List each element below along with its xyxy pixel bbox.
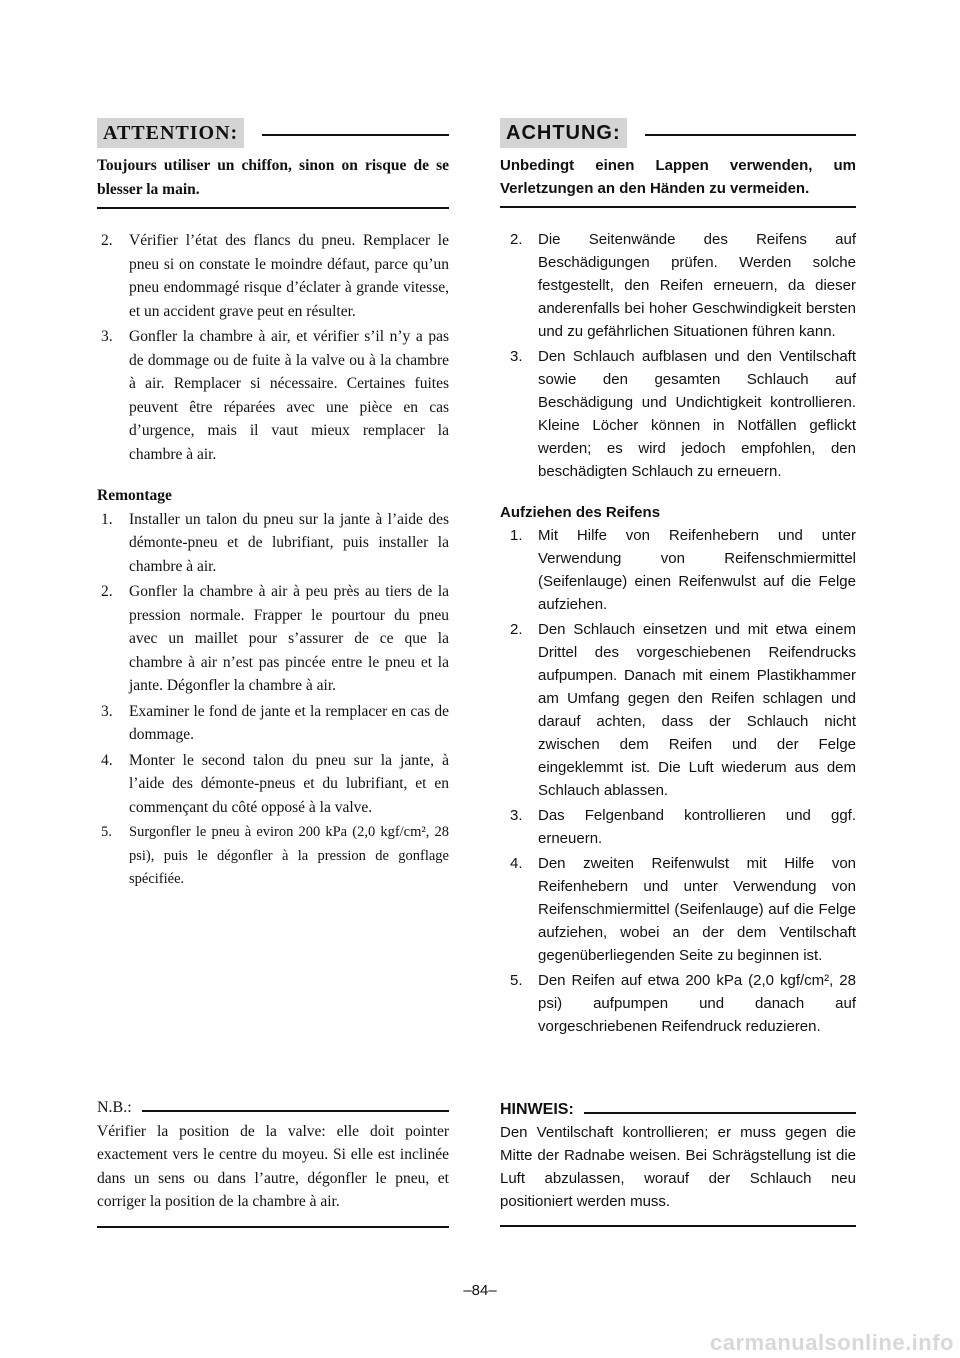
list-item: 4. Monter le second talon du pneu sur la jante, à l’aide des démonte-pneus et du lubrifiant, et en commençant du côté opposé à la valve.	[101, 751, 449, 816]
divider	[142, 1110, 449, 1112]
attention-header-fr	[97, 118, 449, 148]
divider	[584, 1112, 856, 1114]
french-column	[97, 118, 449, 894]
note-label-fr: N.B.:	[97, 1099, 132, 1116]
divider	[645, 134, 856, 136]
steps-a-de	[500, 228, 856, 483]
attention-label-de: ACHTUNG:	[500, 118, 627, 148]
watermark: carmanualsonline.info	[710, 1330, 954, 1355]
steps-b-de	[500, 524, 856, 1038]
divider	[262, 134, 449, 136]
page-number: –84–	[463, 1282, 497, 1299]
reassembly-heading-de: Aufziehen des Reifens	[500, 504, 661, 521]
list-item: 2. Gonfler la chambre à air à peu près au tiers de la pression normale. Frapper le pourtour du pneu avec un maillet pour s’assurer de ce que la chambre à air n’est pas pincée entre le pneu et la jante. Dégonfler la chambre à air.	[101, 583, 449, 694]
list-item: 2. Vérifier l’état des flancs du pneu. Remplacer le pneu si on constate le moindre défaut, parce qu’un pneu endommagé risque d’éclater à grande vitesse, et un accident grave peut en résulter.	[101, 232, 449, 320]
attention-label-fr: ATTENTION:	[97, 118, 244, 148]
note-text-de: Den Ventilschaft kontrollieren; er muss gegen die Mitte der Radnabe weisen. Bei Schrägstellung ist die Luft abzulassen, worauf der Schlauch neu positioniert werden muss.	[500, 1121, 856, 1227]
steps-b-fr	[97, 508, 449, 892]
list-item: 4. Den zweiten Reifenwulst mit Hilfe von Reifenhebern und unter Verwendung von Reifenschmiermittel (Seifenlauge) auf die Felge aufziehen, wobei an der dem Ventilschaft gegenüberliegenden Seite zu beginnen ist.	[510, 855, 856, 964]
list-item: 5. Den Reifen auf etwa 200 kPa (2,0 kgf/cm², 28 psi) aufpumpen und danach auf vorgeschriebenen Reifendruck reduzieren.	[510, 972, 856, 1035]
list-item: 5. Surgonfler le pneu à eviron 200 kPa (2,0 kgf/cm², 28 psi), puis le dégonfler à la pression de gonflage spécifiée.	[101, 824, 449, 887]
note-text-fr: Vérifier la position de la valve: elle doit pointer exactement vers le centre du moyeu. Si elle est inclinée dans un sens ou dans l’autre, dégonfler le pneu, et corriger la position de la chambre à air.	[97, 1120, 449, 1228]
list-item: 2. Den Schlauch einsetzen und mit etwa einem Drittel des vorgeschiebenen Reifendrucks aufpumpen. Danach mit einem Plastikhammer am Umfang gegen den Reifen schlagen und darauf achten, dass der Schlauch nicht zwischen dem Reifen und der Felge eingeklemmt ist. Die Luft wiederum aus dem Schlauch ablassen.	[510, 621, 856, 799]
list-item: 3. Den Schlauch aufblasen und den Ventilschaft sowie den gesamten Schlauch auf Beschädigung und Undichtigkeit kontrollieren. Kleine Löcher können in Notfällen geflickt werden; es wird jedoch empfohlen, den beschädigten Schlauch zu erneuern.	[510, 348, 856, 480]
list-item: 3. Gonfler la chambre à air, et vérifier s’il n’y a pas de dommage ou de fuite à la valve ou à la chambre à air. Remplacer si nécessaire. Certaines fuites peuvent être réparées avec une pièce en cas d’urgence, mais il vaut mieux remplacer la chambre à air.	[101, 328, 449, 463]
reassembly-heading-fr: Remontage	[97, 487, 172, 504]
note-fr	[97, 1096, 449, 1228]
list-item: 1. Mit Hilfe von Reifenhebern und unter Verwendung von Reifenschmiermittel (Seifenlauge) einen Reifenwulst auf die Felge aufziehen.	[510, 527, 856, 613]
note-label-de: HINWEIS:	[500, 1101, 574, 1118]
attention-text-de: Unbedingt einen Lappen verwenden, um Verletzungen an den Händen zu vermeiden.	[500, 154, 856, 208]
german-column	[500, 118, 856, 1040]
list-item: 3. Das Felgenband kontrollieren und ggf. erneuern.	[510, 807, 856, 847]
list-item: 1. Installer un talon du pneu sur la jante à l’aide des démonte-pneu et de lubrifiant, puis installer la chambre à air.	[101, 510, 449, 575]
note-de	[500, 1098, 856, 1227]
list-item: 3. Examiner le fond de jante et la remplacer en cas de dommage.	[101, 702, 449, 743]
attention-text-fr: Toujours utiliser un chiffon, sinon on risque de se blesser la main.	[97, 154, 449, 209]
list-item: 2. Die Seitenwände des Reifens auf Beschädigungen prüfen. Werden solche festgestellt, den Reifen erneuern, da dieser anderenfalls bei hoher Geschwindigkeit bersten und zu gefährlichen Situationen führen kann.	[510, 231, 856, 340]
attention-header-de	[500, 118, 856, 148]
steps-a-fr	[97, 229, 449, 466]
